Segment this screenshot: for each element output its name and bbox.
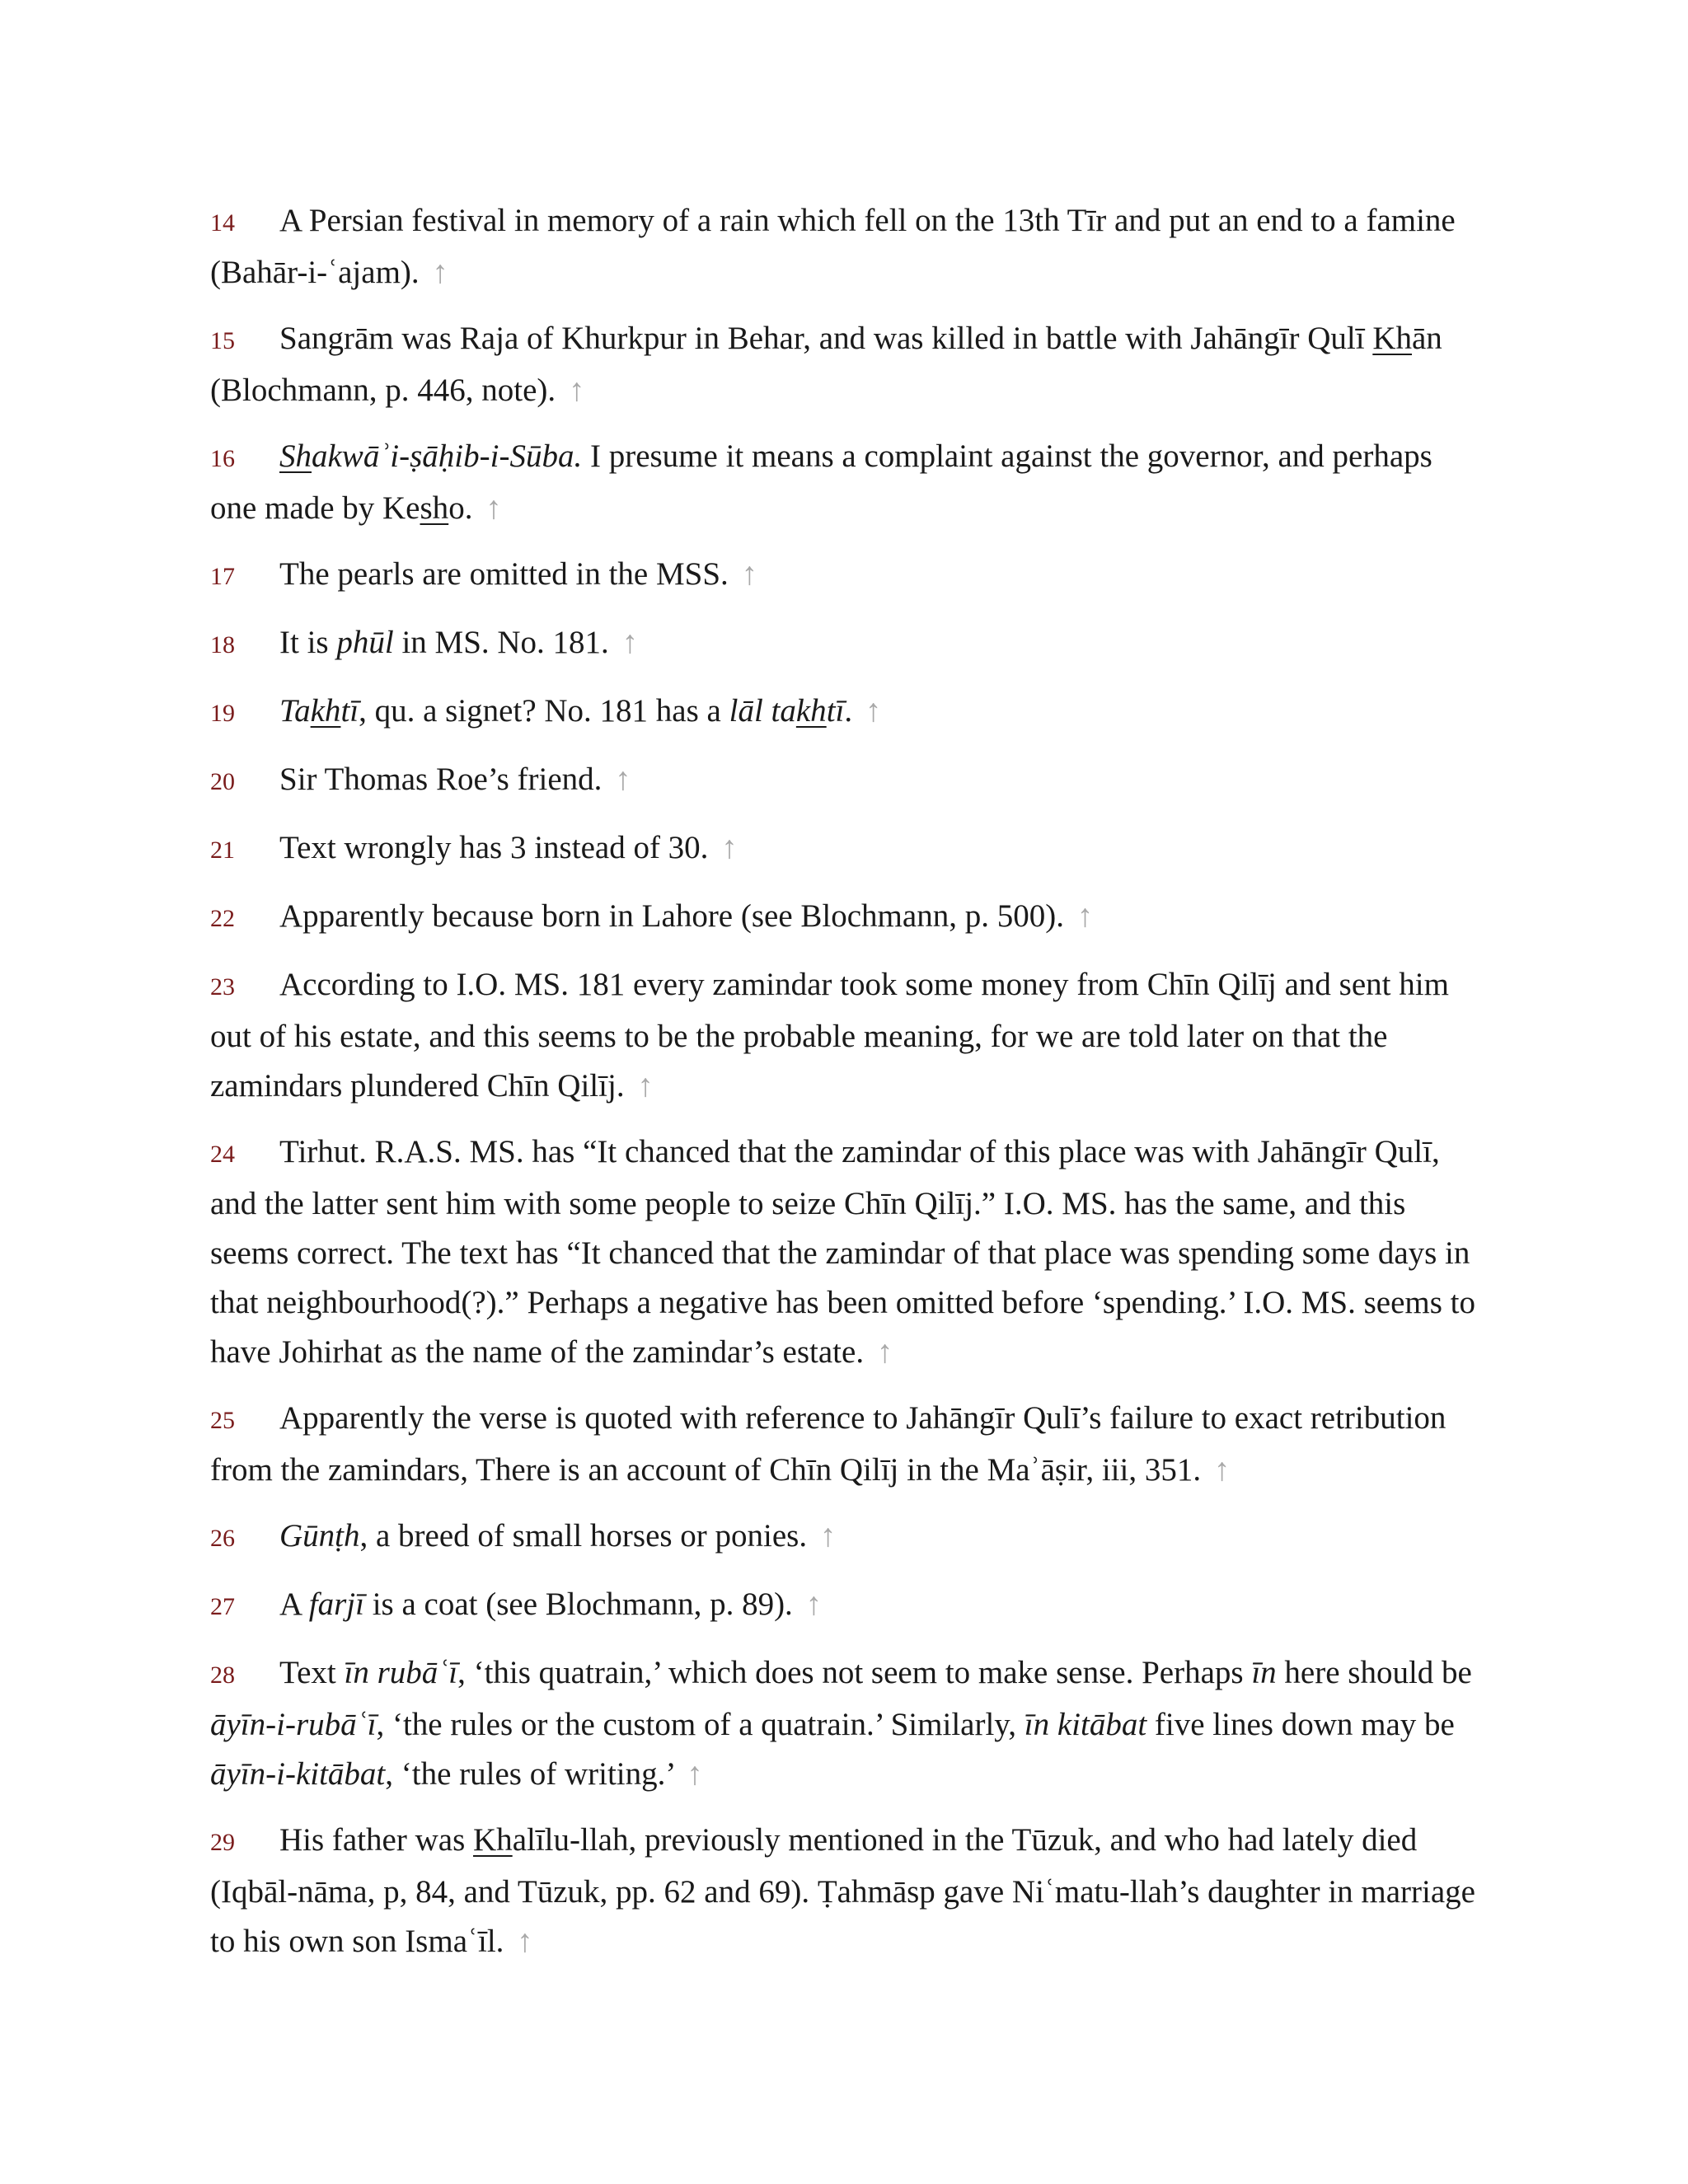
back-to-reference-arrow-icon[interactable]: ↑ xyxy=(568,373,585,408)
footnote-23 xyxy=(210,960,1484,1111)
footnote-text: According to I.O. MS. 181 every zamindar took some money from Chīn Qilīj and sent him out of his estate, and this seems to be the probable meaning, for we are told later on that the zamindars plundered Chīn Qilīj. xyxy=(210,967,1449,1104)
footnote-number[interactable]: 18 xyxy=(210,631,235,658)
footnote-16 xyxy=(210,432,1484,533)
footnote-text: Ta xyxy=(279,693,311,729)
footnote-text: īn xyxy=(1251,1655,1277,1690)
footnote-text: akwāʾi-ṣāḥib-i-Sūba. xyxy=(312,438,583,474)
back-to-reference-arrow-icon[interactable]: ↑ xyxy=(621,625,639,660)
footnote-text: kh xyxy=(795,693,827,729)
footnote-text: It is xyxy=(279,625,337,660)
footnote-text: I presume it means a complaint against the governor, and perhaps one made by Ke xyxy=(210,438,1432,526)
footnote-text: , ‘the rules of writing.’ xyxy=(385,1756,674,1792)
footnote-text: The pearls are omitted in the MSS. xyxy=(279,556,729,592)
footnote-text: tī xyxy=(826,693,845,729)
footnote-text: Sir Thomas Roe’s friend. xyxy=(279,762,603,797)
back-to-reference-arrow-icon[interactable]: ↑ xyxy=(485,490,502,526)
footnote-text: āyīn-i-rubāʿī xyxy=(210,1707,377,1742)
back-to-reference-arrow-icon[interactable]: ↑ xyxy=(615,762,631,797)
footnote-text: Apparently because born in Lahore (see Blochmann, p. 500). xyxy=(279,898,1064,934)
back-to-reference-arrow-icon[interactable]: ↑ xyxy=(432,255,448,290)
footnote-number[interactable]: 23 xyxy=(210,973,235,1001)
footnote-text: . xyxy=(844,693,853,729)
footnote-number[interactable]: 15 xyxy=(210,327,235,354)
footnote-text: five lines down may be xyxy=(1146,1707,1455,1742)
footnote-25 xyxy=(210,1394,1484,1495)
footnote-text: Sangrām was Raja of Khurkpur in Behar, and was killed in battle with Jahāngīr Qulī xyxy=(279,321,1373,356)
footnote-text: , ‘this quatrain,’ which does not seem to make sense. Perhaps xyxy=(457,1655,1252,1690)
footnote-text: Apparently the verse is quoted with reference to Jahāngīr Qulī’s failure to exact retribution from the zamindars, There is an account of Chīn Qilīj in the Maʾāṣir, iii, 351. xyxy=(210,1400,1447,1488)
back-to-reference-arrow-icon[interactable]: ↑ xyxy=(741,556,758,592)
back-to-reference-arrow-icon[interactable]: ↑ xyxy=(517,1924,533,1959)
back-to-reference-arrow-icon[interactable]: ↑ xyxy=(721,830,738,865)
footnote-21 xyxy=(210,823,1484,875)
footnote-28 xyxy=(210,1648,1484,1799)
footnote-text: , a breed of small horses or ponies. xyxy=(359,1518,808,1554)
back-to-reference-arrow-icon[interactable]: ↑ xyxy=(805,1586,823,1622)
footnote-number[interactable]: 19 xyxy=(210,700,235,727)
footnote-text: in MS. No. 181. xyxy=(393,625,609,660)
footnote-text: A xyxy=(279,1586,309,1622)
footnote-text: ān (Blochmann, p. 446, note). xyxy=(210,321,1442,408)
back-to-reference-arrow-icon[interactable]: ↑ xyxy=(819,1518,837,1554)
footnote-number[interactable]: 22 xyxy=(210,905,235,932)
back-to-reference-arrow-icon[interactable]: ↑ xyxy=(687,1756,703,1792)
back-to-reference-arrow-icon[interactable]: ↑ xyxy=(637,1068,654,1104)
footnote-text: Text xyxy=(279,1655,345,1690)
back-to-reference-arrow-icon[interactable]: ↑ xyxy=(1076,898,1094,934)
footnote-29 xyxy=(210,1816,1484,1966)
footnote-text: , ‘the rules or the custom of a quatrain.’ Similarly, xyxy=(376,1707,1025,1742)
footnote-number[interactable]: 14 xyxy=(210,209,235,237)
footnote-text: īn rubāʿī xyxy=(344,1655,458,1690)
footnote-text: āyīn-i-kitābat xyxy=(210,1756,386,1792)
footnote-number[interactable]: 16 xyxy=(210,445,235,472)
footnote-text: Kh xyxy=(473,1822,513,1858)
footnote-text: alīlu-llah, previously mentioned in the Tūzuk, and who had lately died (Iqbāl-nāma, p, 84, and Tūzuk, pp. 62 and 69). Ṭahmāsp gave Niʿmatu-llah’s daughter in marriage to his own son Ismaʿīl. xyxy=(210,1822,1475,1959)
footnotes-list xyxy=(210,196,1484,1983)
back-to-reference-arrow-icon[interactable]: ↑ xyxy=(1213,1452,1231,1488)
footnote-27 xyxy=(210,1580,1484,1632)
footnote-text: phūl xyxy=(336,625,394,660)
footnote-22 xyxy=(210,892,1484,944)
footnote-text: His father was xyxy=(279,1822,474,1858)
footnote-number[interactable]: 27 xyxy=(210,1593,235,1620)
footnote-text: Text wrongly has 3 instead of 30. xyxy=(279,830,709,865)
footnote-text: , qu. a signet? No. 181 has a xyxy=(359,693,729,729)
footnote-text: kh xyxy=(310,693,341,729)
footnote-text: Sh xyxy=(279,438,312,474)
footnote-text: Kh xyxy=(1372,321,1412,356)
footnote-text: is a coat (see Blochmann, p. 89). xyxy=(363,1586,793,1622)
footnote-number[interactable]: 21 xyxy=(210,837,235,864)
back-to-reference-arrow-icon[interactable]: ↑ xyxy=(865,693,882,729)
footnote-text: Tirhut. R.A.S. MS. has “It chanced that the zamindar of this place was with Jahāngīr Qulī, and the latter sent him with some people to seize Chīn Qilīj.” I.O. MS. has the same, and this seems correct. The text has “It chanced that the zamindar of that place was spending some days in that neighbourhood(?).” Perhaps a negative has been omitted before ‘spending.’ I.O. MS. seems to have Johirhat as the name of the zamindar’s estate. xyxy=(210,1134,1476,1370)
footnote-number[interactable]: 17 xyxy=(210,563,235,590)
footnote-24 xyxy=(210,1127,1484,1377)
footnote-number[interactable]: 20 xyxy=(210,768,235,795)
footnote-text: farjī xyxy=(308,1586,364,1622)
footnote-number[interactable]: 25 xyxy=(210,1407,235,1434)
footnote-text: tī xyxy=(340,693,359,729)
footnote-20 xyxy=(210,755,1484,807)
footnote-17 xyxy=(210,550,1484,602)
footnote-text: lāl ta xyxy=(729,693,796,729)
footnote-number[interactable]: 24 xyxy=(210,1141,235,1168)
footnote-text: here should be xyxy=(1276,1655,1472,1690)
footnote-number[interactable]: 29 xyxy=(210,1829,235,1856)
footnote-text: Gūnṭh xyxy=(279,1518,360,1554)
footnote-number[interactable]: 28 xyxy=(210,1661,235,1689)
footnote-text: o. xyxy=(448,490,473,526)
footnote-15 xyxy=(210,314,1484,415)
footnote-19 xyxy=(210,687,1484,738)
footnote-18 xyxy=(210,618,1484,670)
footnote-14 xyxy=(210,196,1484,298)
footnote-number[interactable]: 26 xyxy=(210,1525,235,1552)
footnote-text: sh xyxy=(420,490,449,526)
footnote-26 xyxy=(210,1511,1484,1563)
footnote-text: A Persian festival in memory of a rain which fell on the 13th Tīr and put an end to a famine (Bahār-i-ʿajam). xyxy=(210,203,1456,290)
back-to-reference-arrow-icon[interactable]: ↑ xyxy=(876,1334,893,1370)
footnote-text: īn kitābat xyxy=(1024,1707,1147,1742)
